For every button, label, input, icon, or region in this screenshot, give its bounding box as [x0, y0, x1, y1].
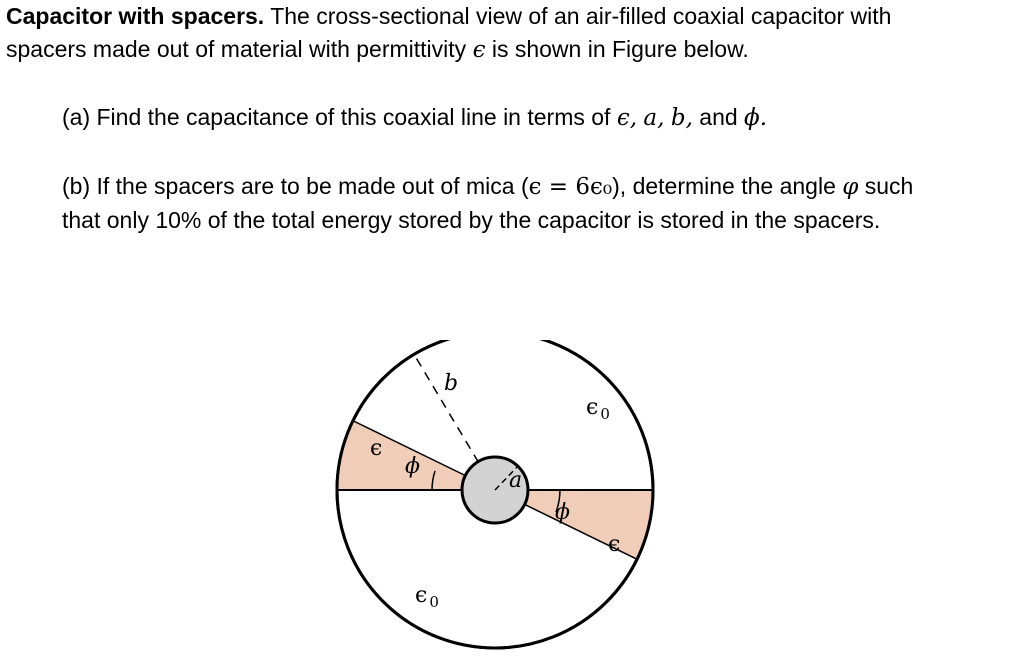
part-a-a: a, — [643, 105, 665, 131]
part-b — [62, 170, 913, 237]
part-b-varphi: φ — [842, 174, 859, 200]
label-epsilon-spacer-right: ϵ — [608, 532, 621, 557]
part-b-line-1 — [62, 170, 913, 204]
label-phi-left: ϕ — [405, 454, 420, 479]
intro-text-line2-before: spacers made out of material with permittivity — [6, 36, 467, 62]
part-a — [62, 101, 767, 135]
label-a: a — [509, 468, 523, 493]
part-a-b: b, — [670, 105, 693, 131]
intro-text-line1: The cross-sectional view of an air-filled coaxial capacitor with — [270, 3, 892, 29]
coaxial-capacitor-figure — [320, 340, 660, 652]
intro-text-line2-after: is shown in Figure below. — [491, 36, 749, 62]
part-b-text: (b) If the spacers are to be made out of mica ( — [62, 173, 529, 199]
problem-intro — [6, 0, 891, 67]
part-b-line-2: that only 10% of the total energy stored by the capacitor is stored in the spacers. — [62, 207, 881, 233]
part-a-and: and — [699, 104, 738, 130]
sub-zero-upper: 0 — [600, 405, 610, 423]
intro-line-1 — [6, 0, 891, 33]
part-a-text: (a) Find the capacitance of this coaxial line in terms of — [62, 104, 611, 130]
eps-lower: ϵ — [415, 583, 428, 608]
part-b-tail: such — [864, 173, 914, 199]
problem-title: Capacitor with spacers. — [6, 3, 265, 29]
label-phi-right: ϕ — [555, 500, 570, 525]
part-a-phi: ϕ. — [744, 105, 768, 131]
label-epsilon-spacer-left: ϵ — [370, 436, 383, 461]
part-a-epsilon: ϵ, — [616, 105, 638, 131]
part-b-text-after: ), determine the angle — [612, 173, 836, 199]
label-b: b — [444, 371, 459, 396]
eps-upper: ϵ — [586, 395, 599, 420]
sub-zero-lower: 0 — [429, 593, 439, 611]
intro-line-2 — [6, 33, 891, 67]
epsilon-symbol: ϵ — [472, 37, 486, 63]
part-b-equation: ϵ = 6ϵ₀ — [528, 174, 613, 200]
